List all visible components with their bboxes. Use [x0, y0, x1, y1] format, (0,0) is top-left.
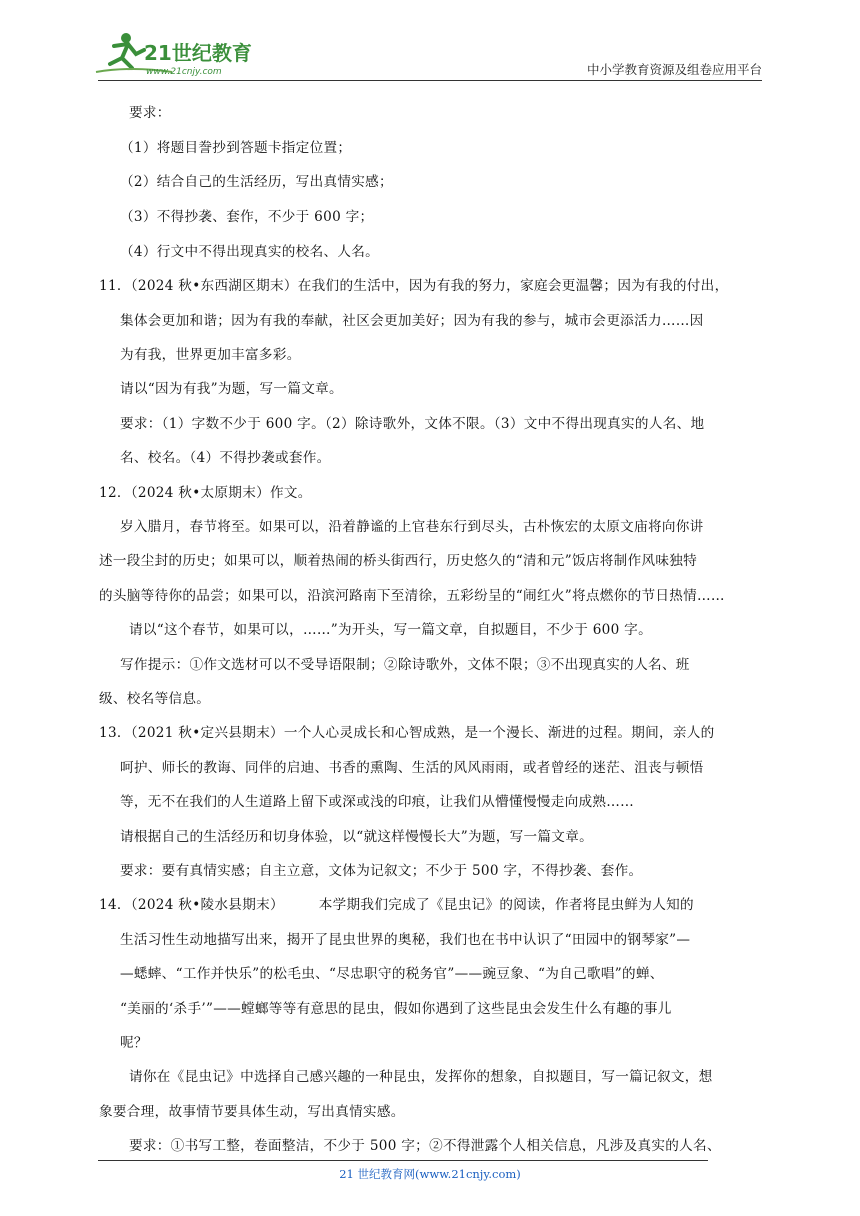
- text-line: 请根据自己的生活经历和切身体验，以“就这样慢慢长大”为题，写一篇文章。: [120, 829, 593, 845]
- header-divider: [98, 80, 762, 81]
- logo-text: 21世纪教育: [144, 41, 252, 65]
- footer-link[interactable]: 21 世纪教育网(www.21cnjy.com): [339, 1167, 521, 1181]
- text-line: 生活习性生动地描写出来，揭开了昆虫世界的奥秘，我们也在书中认识了“田园中的钢琴家”—: [120, 932, 691, 948]
- text-line: 述一段尘封的历史；如果可以，顺着热闹的桥头街西行，历史悠久的“清和元”饭店将制作风味独特: [99, 553, 698, 569]
- text-line: 集体会更加和谐；因为有我的奉献，社区会更加美好；因为有我的参与，城市会更添活力……因: [120, 313, 704, 329]
- footer-divider: [98, 1160, 708, 1161]
- text-line: 为有我，世界更加丰富多彩。: [120, 347, 301, 363]
- text-line: （2）结合自己的生活经历，写出真情实感；: [120, 174, 393, 190]
- text-line: （3）不得抄袭、套作，不少于 600 字；: [120, 209, 374, 225]
- question-14-heading: 14．（2024 秋•陵水县期末） 本学期我们完成了《昆虫记》的阅读，作者将昆虫鲜为人知的: [99, 897, 694, 913]
- text-line: 呵护、师长的教诲、同伴的启迪、书香的熏陶、生活的风风雨雨，或者曾经的迷茫、沮丧与顿悟: [120, 760, 704, 776]
- text-line: 要求：要有真情实感；自主立意，文体为记叙文；不少于 500 字，不得抄袭、套作。: [120, 863, 643, 879]
- text-line: “美丽的‘杀手’”——螳螂等等有意思的昆虫，假如你遇到了这些昆虫会发生什么有趣的事儿: [120, 1001, 672, 1017]
- text-line: 请你在《昆虫记》中选择自己感兴趣的一种昆虫，发挥你的想象，自拟题目，写一篇记叙文，想: [129, 1069, 713, 1085]
- text-line: 要求：①书写工整，卷面整洁，不少于 500 字；②不得泄露个人相关信息，凡涉及真实的人名、: [129, 1138, 721, 1154]
- text-line: 岁入腊月，春节将至。如果可以，沿着静谧的上官巷东行到尽头，古朴恢宏的太原文庙将向你讲: [120, 519, 704, 535]
- text-line: 要求：（1）字数不少于 600 字。（2）除诗歌外，文体不限。（3）文中不得出现真实的人名、地: [120, 416, 705, 432]
- text-line: （4）行文中不得出现真实的校名、人名。: [120, 244, 380, 260]
- text-line: 等，无不在我们的人生道路上留下或深或浅的印痕，让我们从懵懂慢慢走向成熟……: [120, 794, 635, 810]
- text-line: 的头脑等待你的品尝；如果可以，沿滨河路南下至清徐，五彩纷呈的“闹红火”将点燃你的节日热情……: [99, 588, 725, 604]
- question-13-heading: 13．（2021 秋•定兴县期末）一个人心灵成长和心智成熟，是一个漫长、渐进的过程。期间，亲人的: [99, 725, 715, 741]
- logo-url: www.21cnjy.com: [146, 67, 222, 77]
- text-line: 名、校名。（4）不得抄袭或套作。: [120, 450, 331, 466]
- question-11-heading: 11．（2024 秋•东西湖区期末）在我们的生活中，因为有我的努力，家庭会更温馨；因为有我的付出，: [99, 278, 729, 294]
- text-line: 呢？: [120, 1035, 148, 1051]
- text-line: 请以“因为有我”为题，写一篇文章。: [120, 381, 343, 397]
- text-line: 写作提示：①作文选材可以不受导语限制；②除诗歌外，文体不限；③不出现真实的人名、班: [120, 657, 690, 673]
- text-line: （1）将题目誊抄到答题卡指定位置；: [120, 140, 352, 156]
- text-line: —蟋蟀、“工作并快乐”的松毛虫、“尽忠职守的税务官”——豌豆象、“为自己歌唱”的蝉、: [120, 966, 664, 982]
- page-header: [0, 0, 860, 90]
- question-12-heading: 12．（2024 秋•太原期末）作文。: [99, 485, 312, 501]
- text-line: 请以“这个春节，如果可以，……”为开头，写一篇文章，自拟题目，不少于 600 字。: [129, 622, 652, 638]
- text-line: 要求：: [129, 105, 171, 121]
- logo-21cnjy: [92, 28, 262, 80]
- text-line: 象要合理，故事情节要具体生动，写出真情实感。: [99, 1104, 405, 1120]
- header-platform-text: 中小学教育资源及组卷应用平台: [586, 62, 762, 77]
- text-line: 级、校名等信息。: [99, 691, 211, 707]
